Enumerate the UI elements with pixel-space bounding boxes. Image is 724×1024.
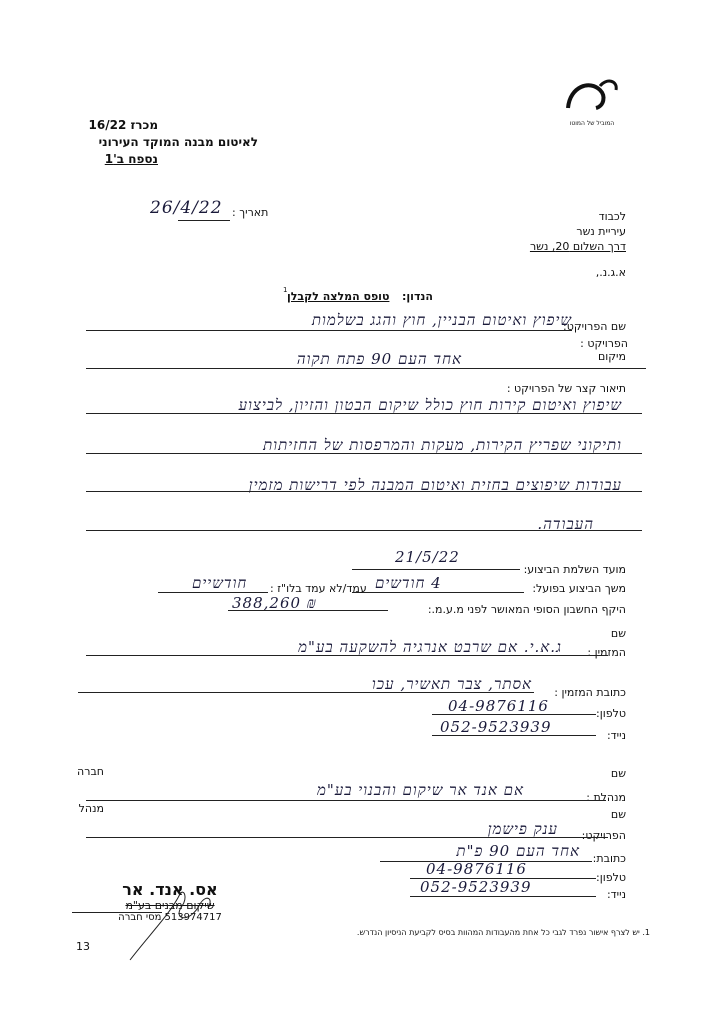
date-label: תאריך : — [232, 206, 269, 219]
nesher-logo — [560, 76, 624, 126]
scope-label: היקף החשבון הסופי המאושר לפני מ.ע.מ.: — [427, 603, 626, 616]
phone-value: 04-9876116 — [448, 697, 549, 715]
appendix-label: נספח ב'1 — [104, 152, 158, 166]
manager-value: ענק פישמן — [487, 820, 558, 838]
mobile2-value: 052-9523939 — [420, 878, 532, 896]
description-line-4: העבודה. — [537, 515, 594, 533]
addressee-to: לכבוד — [598, 210, 626, 223]
company-label-right: חברה — [77, 765, 104, 778]
manager-name-label: שם — [610, 808, 626, 821]
address-label: כתובת: — [592, 852, 626, 865]
client-address-label: כתובת המזמין : — [554, 686, 626, 699]
stamp-line-2: שיקום מבנים בע"מ — [125, 899, 215, 912]
schedule-label: עמד/לא עמד בלו"ז : — [270, 582, 367, 595]
description-line-2: ותיקוני שפריץ הקירות, מעקות והמרפסות של החזיתות — [263, 436, 622, 454]
schedule-value: חודשיים — [192, 574, 248, 592]
completion-label: מועד השלמת הביצוע: — [523, 563, 626, 576]
date-value: 26/4/22 — [150, 198, 223, 218]
phone-label: טלפון: — [596, 707, 626, 720]
tender-number: מכרז 16/22 — [88, 118, 158, 132]
logo-subtitle: המוביל של המוטו — [569, 120, 615, 127]
mobile-value: 052-9523939 — [440, 718, 552, 736]
addressee-address: דרך השלום 20, נשר — [529, 240, 626, 253]
footnote: 1. יש לצרף אישור נפרד לגבי כל אחת מהעבודות המהוות בסיס לקביעת הניסיון הנדרש. — [356, 928, 650, 937]
tender-title: לאיטום מבנה המוקד העירוני — [98, 135, 258, 149]
project-name-value: שיפוץ ואיטום הבניין, חוץ והגג בשלמות — [311, 311, 572, 329]
location-label: מיקום — [597, 350, 626, 363]
location-value: אחד העם 90 פתח תקוה — [296, 350, 462, 368]
client-name-label: שם — [610, 627, 626, 640]
signature — [110, 884, 220, 964]
manager-label: הפרויקט: — [581, 829, 626, 842]
duration-label: משך הביצוע בפועל: — [532, 582, 626, 595]
description-line-3: עבודות שיפוצים בחזית ואיטום המבנה לפי דרישות מזמין — [248, 476, 622, 494]
duration-value: 4 חודשים — [375, 574, 442, 592]
stamp-name: אס. אנד. אר — [122, 880, 218, 899]
manager-label-right: מנהל — [78, 802, 104, 815]
mobile2-label: נייד: — [606, 888, 626, 901]
stamp-line-3: 513974717 מסי חברה — [118, 912, 222, 923]
company-value: אם אנד אר שיקום והבנוי בע"מ — [317, 781, 524, 799]
phone2-label: טלפון: — [596, 871, 626, 884]
addressee-org: עיריית נשר — [576, 225, 626, 238]
address-value: אחד העם 90 פ"ת — [456, 842, 580, 860]
company-name-label: שם — [610, 767, 626, 780]
client-label: המזמין : — [587, 646, 626, 659]
project-label-right: הפרויקט : — [580, 337, 628, 350]
subject-text: טופס המלצה לקבלן — [287, 290, 390, 303]
description-line-1: שיפוץ ואיטום קירות חוץ כולל שיקום הבטון והזיון, לביצוע — [238, 396, 622, 414]
project-name-label: שם הפרויקט: — [563, 320, 626, 333]
client-value: ג.א.י. אם שרבט אנרגיה להשקעה בע"מ — [298, 638, 562, 656]
description-label: תיאור קצר של הפרויקט : — [506, 382, 626, 395]
phone2-value: 04-9876116 — [426, 860, 527, 878]
mobile-label: נייד: — [606, 729, 626, 742]
subject-label: הנדון: — [402, 290, 433, 303]
completion-value: 21/5/22 — [395, 548, 460, 566]
page-number: 13 — [76, 940, 90, 953]
greeting: א.ג.נ., — [595, 266, 626, 279]
subject-footnote-marker: 1 — [283, 286, 288, 294]
scope-value: 388,260 ₪ — [232, 594, 317, 612]
company-label: מנהלת : — [586, 791, 626, 804]
client-address-value: אסתר, צבר תאשיר, עכו — [371, 675, 532, 693]
